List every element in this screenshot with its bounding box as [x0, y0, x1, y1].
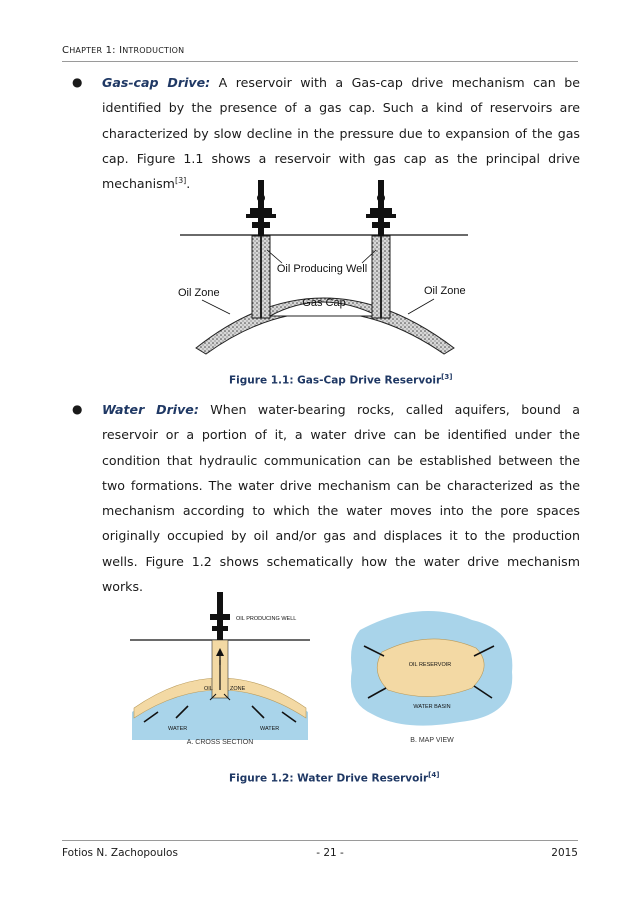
figure-water-drive — [120, 590, 520, 750]
label-water-left: WATER — [168, 726, 188, 732]
water-drive-term: Water Drive: — [102, 402, 199, 417]
water-drive-paragraph — [86, 397, 580, 599]
running-header — [62, 45, 184, 56]
header-c: C — [62, 45, 70, 56]
label-oil-zone-right: Oil Zone — [424, 285, 466, 297]
gas-cap-term: Gas-cap Drive: — [102, 75, 211, 90]
figure2-caption — [229, 771, 439, 785]
figure2-caption-ref: [4] — [428, 771, 440, 779]
figure-gas-cap — [172, 178, 472, 360]
gas-cap-ref: [3] — [174, 176, 187, 185]
footer-year: 2015 — [551, 847, 578, 859]
footer-author: Fotios N. Zachopoulos — [62, 847, 178, 859]
footer-page-number: - 21 - — [316, 847, 344, 859]
label-oil-reservoir: OIL RESERVOIR — [408, 662, 452, 668]
gas-cap-text: A reservoir with a Gas-cap drive mechanism can be identified by the presence of a gas cap. Such a kind of reservoirs are characterized by slow decline in the pressure due to expansion of the gas cap. Figure 1.1 shows a reservoir with gas cap as the principal drive mechanism — [102, 75, 580, 192]
figure1-caption-text: Figure 1.1: Gas-Cap Drive Reservoir — [229, 374, 442, 387]
bullet-dot: ● — [72, 402, 83, 416]
label-gas-cap: Gas Cap — [302, 297, 346, 309]
label-oil-producing-well-2: OIL PRODUCING WELL — [236, 616, 297, 622]
footer-rule — [62, 840, 578, 841]
label-oil: OIL — [204, 686, 213, 692]
header-num: 1: I — [102, 45, 123, 56]
cross-wellhead — [210, 592, 230, 640]
bullet-dot: ● — [72, 75, 83, 89]
label-cross-section: A. CROSS SECTION — [186, 739, 254, 746]
label-map-view: B. MAP VIEW — [410, 737, 454, 744]
figure2-caption-text: Figure 1.2: Water Drive Reservoir — [229, 772, 429, 785]
figure1-caption-ref: [3] — [441, 373, 453, 381]
label-zone: ZONE — [230, 686, 246, 692]
wellhead-right — [366, 180, 396, 236]
water-drive-text: When water-bearing rocks, called aquifers, bound a reservoir or a portion of it, a water drive can be identified under the condition that hydraulic communication can be established between the two formations. The water drive mechanism can be characterized as the mechanism according to which the water moves into the pore spaces originally occupied by oil and/or gas and displaces it to the production wells. Figure 1.2 shows schematically how the water drive mechanism works. — [102, 402, 580, 595]
wellhead-left — [246, 180, 276, 236]
figure1-caption — [229, 373, 452, 387]
label-water-right: WATER — [260, 726, 280, 732]
header-hapter: HAPTER — [69, 46, 103, 55]
gas-cap-end: . — [186, 176, 191, 192]
header-rule — [62, 61, 578, 62]
label-water-basin: WATER BASIN — [413, 704, 451, 710]
label-oil-producing-well: Oil Producing Well — [276, 263, 368, 275]
header-title: NTRODUCTION — [122, 46, 185, 55]
bullet-water-drive — [72, 397, 580, 599]
label-oil-zone-left: Oil Zone — [178, 287, 220, 299]
